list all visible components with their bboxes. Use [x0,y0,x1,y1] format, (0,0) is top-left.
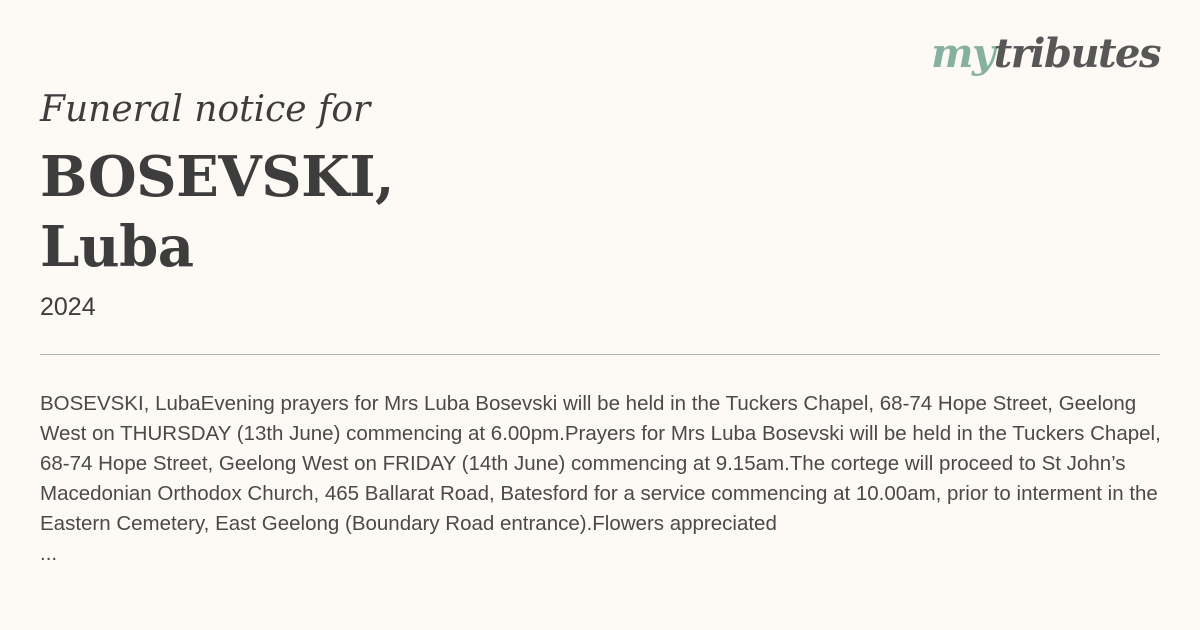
deceased-given-name: Luba [40,214,194,280]
mytributes-logo [931,30,1160,77]
deceased-name [40,142,394,282]
notice-year: 2024 [40,293,96,321]
notice-body [40,389,1170,569]
notice-body-ellipsis: ... [40,542,58,565]
notice-body-text: BOSEVSKI, LubaEvening prayers for Mrs Luba Bosevski will be held in the Tuckers Chapel, 68-74 Hope Street, Geelong West on THURSDAY (13th June) commencing at 6.00pm.Prayers for Mrs Luba Bosevski will be held in the Tuckers Chapel, 68-74 Hope Street, Geelong West on FRIDAY (14th June) commencing at 9.15am.The cortege will proceed to St John’s Macedonian Orthodox Church, 465 Ballarat Road, Batesford for a service commencing at 10.00am, prior to interment in the Eastern Cemetery, East Geelong (Boundary Road entrance).Flowers appreciated [40,392,1161,535]
divider [40,354,1160,355]
deceased-surname: BOSEVSKI, [40,144,395,210]
notice-intro-heading: Funeral notice for [40,89,371,130]
logo-my-text: my [931,30,994,77]
logo-tributes-text: tributes [993,30,1160,77]
